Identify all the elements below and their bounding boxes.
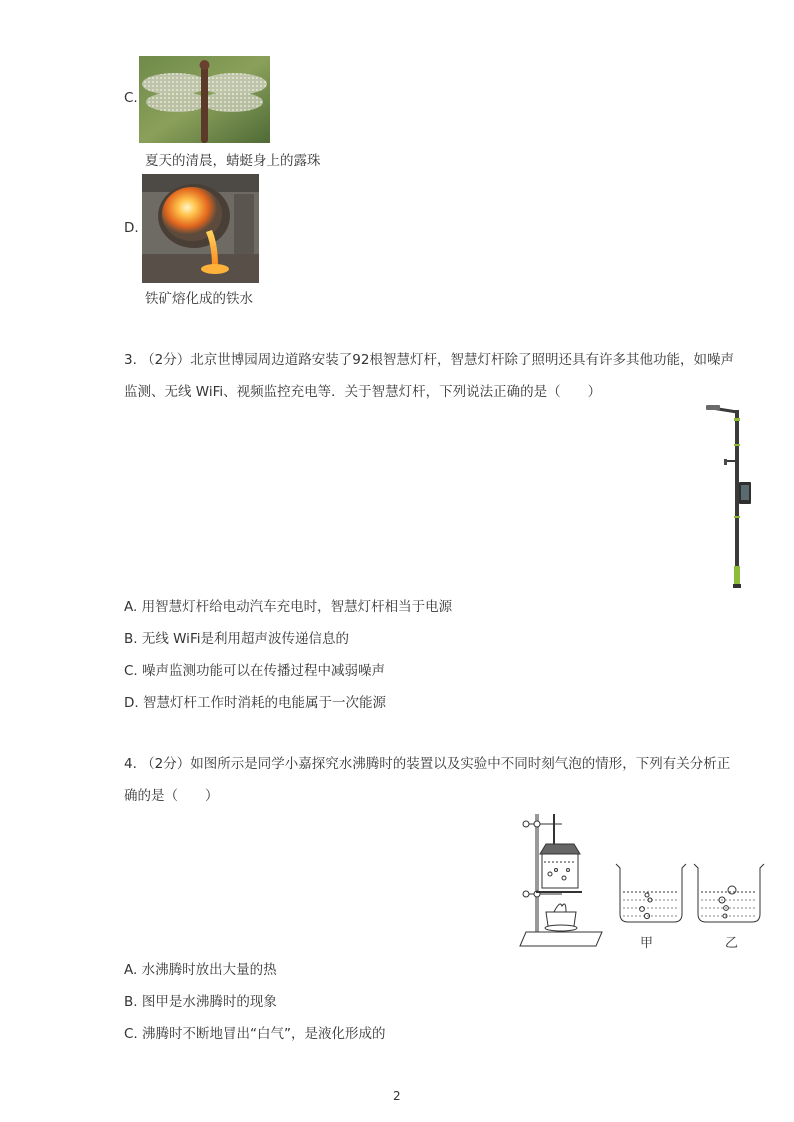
- q4-option-b: B. 图甲是水沸腾时的现象: [124, 994, 277, 1010]
- q3-stem-line2: 监测、无线 WiFi、视频监控充电等．关于智慧灯杆，下列说法正确的是（ ）: [124, 384, 602, 400]
- apparatus-drawing: [516, 808, 766, 956]
- q4-option-c: C. 沸腾时不断地冒出“白气”，是液化形成的: [124, 1026, 386, 1042]
- q3-option-b: B. 无线 WiFi是利用超声波传递信息的: [124, 631, 349, 647]
- molten-iron-image: [142, 174, 259, 283]
- boiling-apparatus-figure: [516, 808, 766, 956]
- page-number: 2: [393, 1089, 401, 1103]
- option-d-letter: D.: [124, 220, 139, 236]
- option-d-caption: 铁矿熔化成的铁水: [145, 291, 253, 307]
- q4-stem-line1: 4. （2分）如图所示是同学小嘉探究水沸腾时的装置以及实验中不同时刻气泡的情形，下列有关分析正: [124, 756, 731, 772]
- figure-label-jia: 甲: [640, 936, 654, 951]
- q3-option-d: D. 智慧灯杆工作时消耗的电能属于一次能源: [124, 695, 386, 711]
- dragonfly-dew-image: [139, 56, 270, 143]
- smart-lamp-pole-image: [700, 404, 760, 590]
- q3-option-a: A. 用智慧灯杆给电动汽车充电时，智慧灯杆相当于电源: [124, 599, 453, 615]
- q4-option-a: A. 水沸腾时放出大量的热: [124, 962, 277, 978]
- figure-label-yi: 乙: [725, 936, 739, 951]
- q3-option-c: C. 噪声监测功能可以在传播过程中减弱噪声: [124, 663, 386, 679]
- option-c-caption: 夏天的清晨，蜻蜓身上的露珠: [145, 153, 321, 169]
- option-c-letter: C.: [124, 90, 138, 106]
- q4-stem-line2: 确的是（ ）: [124, 788, 219, 804]
- q3-stem-line1: 3. （2分）北京世博园周边道路安装了92根智慧灯杆，智慧灯杆除了照明还具有许多其他功能，如噪声: [124, 352, 734, 368]
